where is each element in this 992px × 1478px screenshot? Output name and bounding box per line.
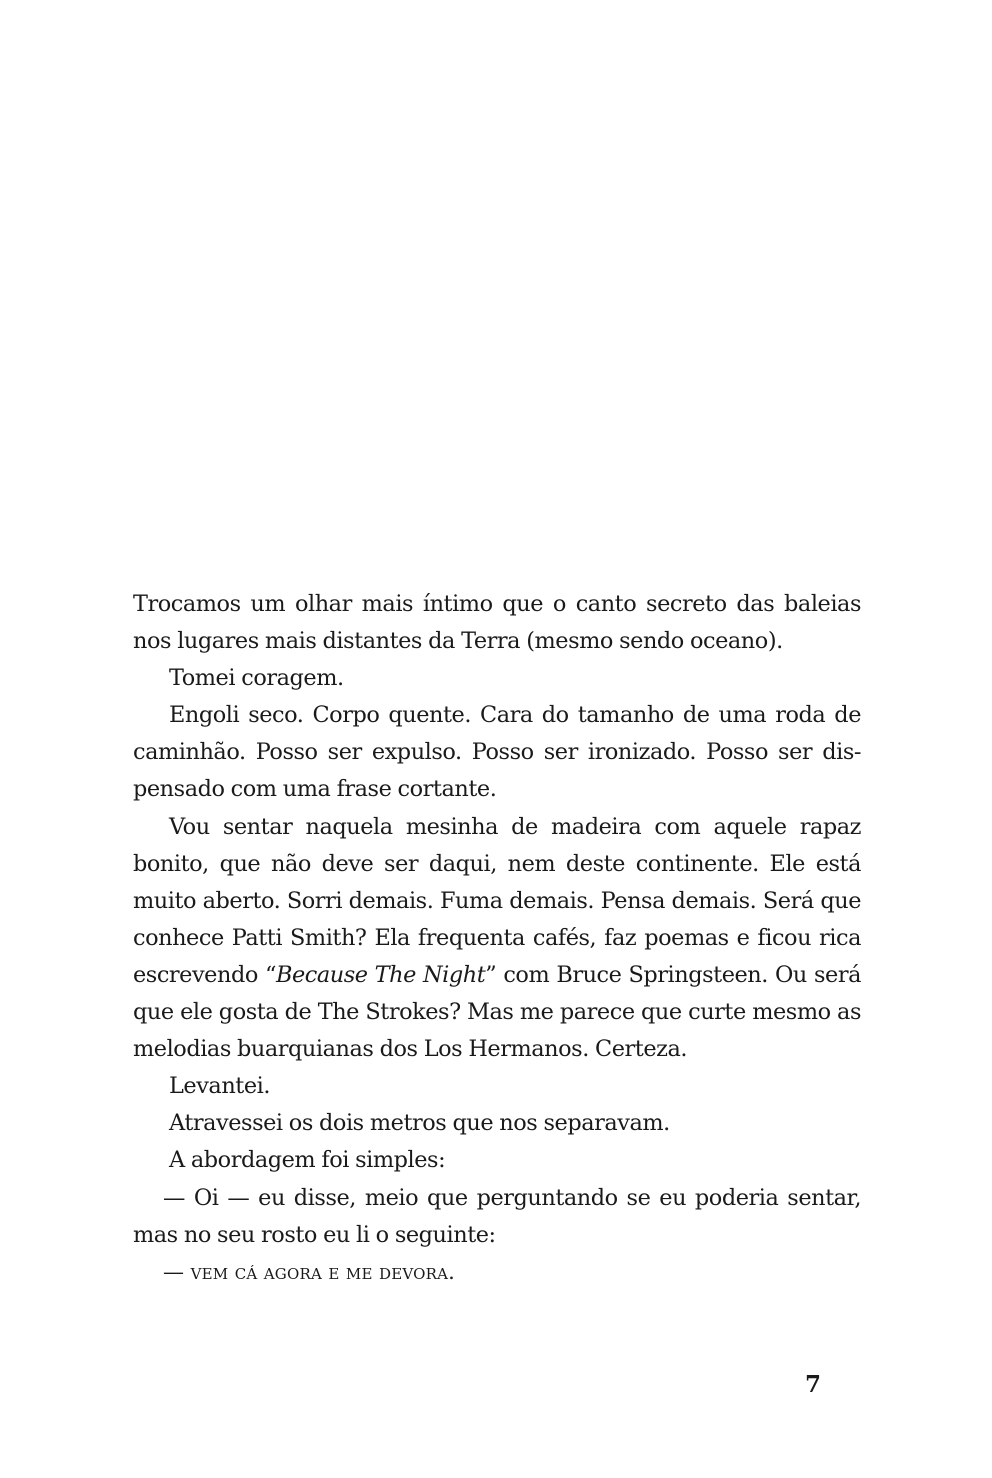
text-line: conhece Patti Smith? Ela frequenta cafés, faz poemas e ficou rica [133,924,861,951]
text-line: bonito, que não deve ser daqui, nem deste continente. Ele está [133,850,861,877]
body-text [133,586,861,1291]
text-line: Engoli seco. Corpo quente. Cara do tamanho de uma roda de [169,702,861,729]
text-run: ” com Bruce Springsteen. Ou será [485,961,861,988]
text-line: Trocamos um olhar mais íntimo que o canto secreto das baleias [133,591,861,617]
text-line: Atravessei os dois metros que nos separavam. [169,1110,670,1137]
paragraph [133,697,861,808]
text-line: — Oi — eu disse, meio que perguntando se eu poderia sentar, [163,1184,861,1211]
text-line: Levantei. [169,1073,271,1100]
text-line: nos lugares mais distantes da Terra (mesmo sendo oceano). [133,628,783,655]
paragraph [133,1105,861,1142]
paragraph [133,1142,861,1179]
song-title: Because The Night [275,961,486,988]
text-line: Tomei coragem. [169,665,344,692]
text-line: que ele gosta de The Strokes? Mas me parece que curte mesmo as [133,999,861,1026]
paragraph [133,586,861,660]
page-number: 7 [804,1371,821,1398]
paragraph [133,660,861,697]
small-caps-line: — vem cá agora e me devora. [163,1259,456,1284]
text-line: A abordagem foi simples: [169,1147,446,1174]
text-line: muito aberto. Sorri demais. Fuma demais. Pensa demais. Será que [133,887,861,914]
text-line: Vou sentar naquela mesinha de madeira com aquele rapaz [169,813,861,840]
paragraph [133,1068,861,1105]
paragraph [133,809,861,1069]
text-run: escrevendo “ [133,961,276,988]
text-line: pensado com uma frase cortante. [133,776,497,803]
text-line: mas no seu rosto eu li o seguinte: [133,1221,496,1248]
text-line: melodias buarquianas dos Los Hermanos. Certeza. [133,1036,688,1063]
text-line-with-song-title [133,957,861,994]
text-line: caminhão. Posso ser expulso. Posso ser ironizado. Posso ser dis- [133,739,861,766]
dialogue-paragraph [133,1254,861,1291]
dialogue-paragraph [133,1180,861,1254]
